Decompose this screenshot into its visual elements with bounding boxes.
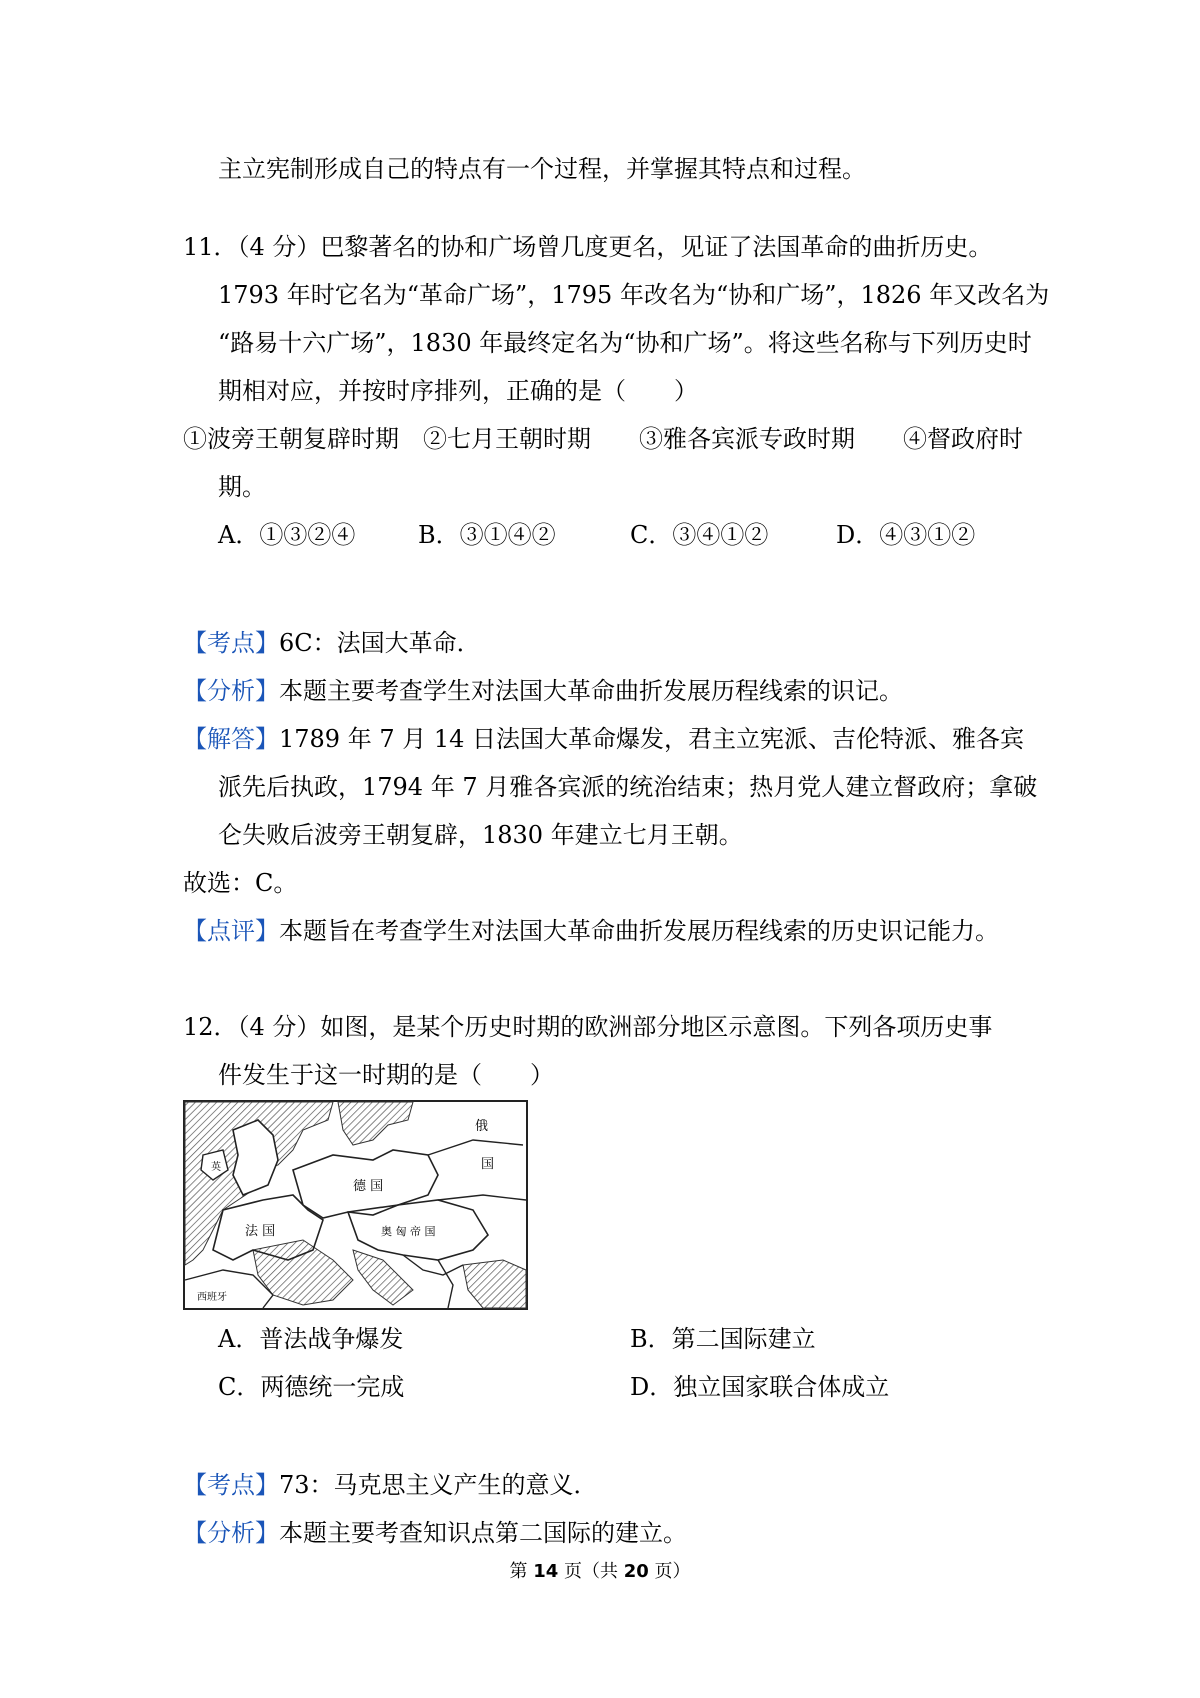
q12-option-d: D．独立国家联合体成立 <box>630 1373 890 1401</box>
q12-fenxi <box>183 1516 687 1550</box>
q11-stem-line-2: 1793 年时它名为“革命广场”，1795 年改名为“协和广场”，1826 年又改名为 <box>218 281 1050 309</box>
fenxi-text: 本题主要考查知识点第二国际的建立。 <box>279 1519 687 1547</box>
footer-prefix: 第 <box>509 1561 534 1582</box>
map-label-spain: 西班牙 <box>197 1292 227 1303</box>
q11-kaodian <box>183 626 481 660</box>
q11-jieda-line-3: 仑失败后波旁王朝复辟，1830 年建立七月王朝。 <box>218 821 743 849</box>
kaodian-tag: 【考点】 <box>183 1471 279 1499</box>
q11-stem-line-1: 11．（4 分）巴黎著名的协和广场曾几度更名，见证了法国革命的曲折历史。 <box>183 233 993 261</box>
jieda-tag: 【解答】 <box>183 725 279 753</box>
footer-mid: 页（共 <box>558 1561 624 1582</box>
fenxi-text: 本题主要考查学生对法国大革命曲折发展历程线索的识记。 <box>279 677 903 705</box>
map-label-austria: 奥 匈 帝 国 <box>381 1225 436 1238</box>
q11-fenxi <box>183 674 903 708</box>
q11-stem-line-4: 期相对应，并按时序排列，正确的是（ ） <box>218 377 698 405</box>
q12-kaodian <box>183 1468 598 1502</box>
q11-option-a: A．①③②④ <box>218 521 356 549</box>
q11-option-c: C．③④①② <box>630 521 769 549</box>
q12-option-c: C．两德统一完成 <box>218 1373 405 1401</box>
q11-items: ①波旁王朝复辟时期 ②七月王朝时期 ③雅各宾派专政时期 ④督政府时 <box>183 425 1023 453</box>
total-page-count: 20 <box>623 1561 649 1582</box>
map-label-germany: 德 国 <box>353 1179 384 1194</box>
q11-option-d: D．④③①② <box>836 521 976 549</box>
q11-items-cont: 期。 <box>218 473 266 501</box>
map-label-russia-2: 国 <box>481 1157 495 1172</box>
q11-jieda-line-2: 派先后执政，1794 年 7 月雅各宾派的统治结束；热月党人建立督政府；拿破 <box>218 773 1038 801</box>
q11-dianping <box>183 914 999 948</box>
dianping-tag: 【点评】 <box>183 917 279 945</box>
map-label-uk: 英 <box>211 1162 221 1173</box>
kaodian-text: 73：马克思主义产生的意义． <box>279 1471 598 1499</box>
previous-answer-tail: 主立宪制形成自己的特点有一个过程，并掌握其特点和过程。 <box>218 155 866 183</box>
q12-stem-line-2: 件发生于这一时期的是（ ） <box>218 1061 554 1089</box>
jieda-text-1: 1789 年 7 月 14 日法国大革命爆发，君主立宪派、吉伦特派、雅各宾 <box>279 725 1025 753</box>
dianping-text: 本题旨在考查学生对法国大革命曲折发展历程线索的历史识记能力。 <box>279 917 999 945</box>
q11-jieda-line-1 <box>183 722 1024 756</box>
current-page-number: 14 <box>533 1561 559 1582</box>
q11-answer: 故选：C。 <box>183 869 298 897</box>
q12-option-a: A．普法战争爆发 <box>218 1325 404 1353</box>
q11-stem-line-3: “路易十六广场”，1830 年最终定名为“协和广场”。将这些名称与下列历史时 <box>218 329 1032 357</box>
footer-suffix: 页） <box>648 1561 691 1582</box>
q11-option-b: B．③①④② <box>418 521 556 549</box>
fenxi-tag: 【分析】 <box>183 1519 279 1547</box>
map-label-russia-1: 俄 <box>475 1119 489 1134</box>
kaodian-tag: 【考点】 <box>183 629 279 657</box>
fenxi-tag: 【分析】 <box>183 677 279 705</box>
kaodian-text: 6C：法国大革命． <box>279 629 481 657</box>
europe-map <box>183 1100 528 1310</box>
q12-option-b: B．第二国际建立 <box>630 1325 816 1353</box>
page-footer <box>0 1560 1200 1584</box>
map-label-france: 法 国 <box>245 1224 276 1239</box>
q12-stem-line-1: 12．（4 分）如图，是某个历史时期的欧洲部分地区示意图。下列各项历史事 <box>183 1013 993 1041</box>
